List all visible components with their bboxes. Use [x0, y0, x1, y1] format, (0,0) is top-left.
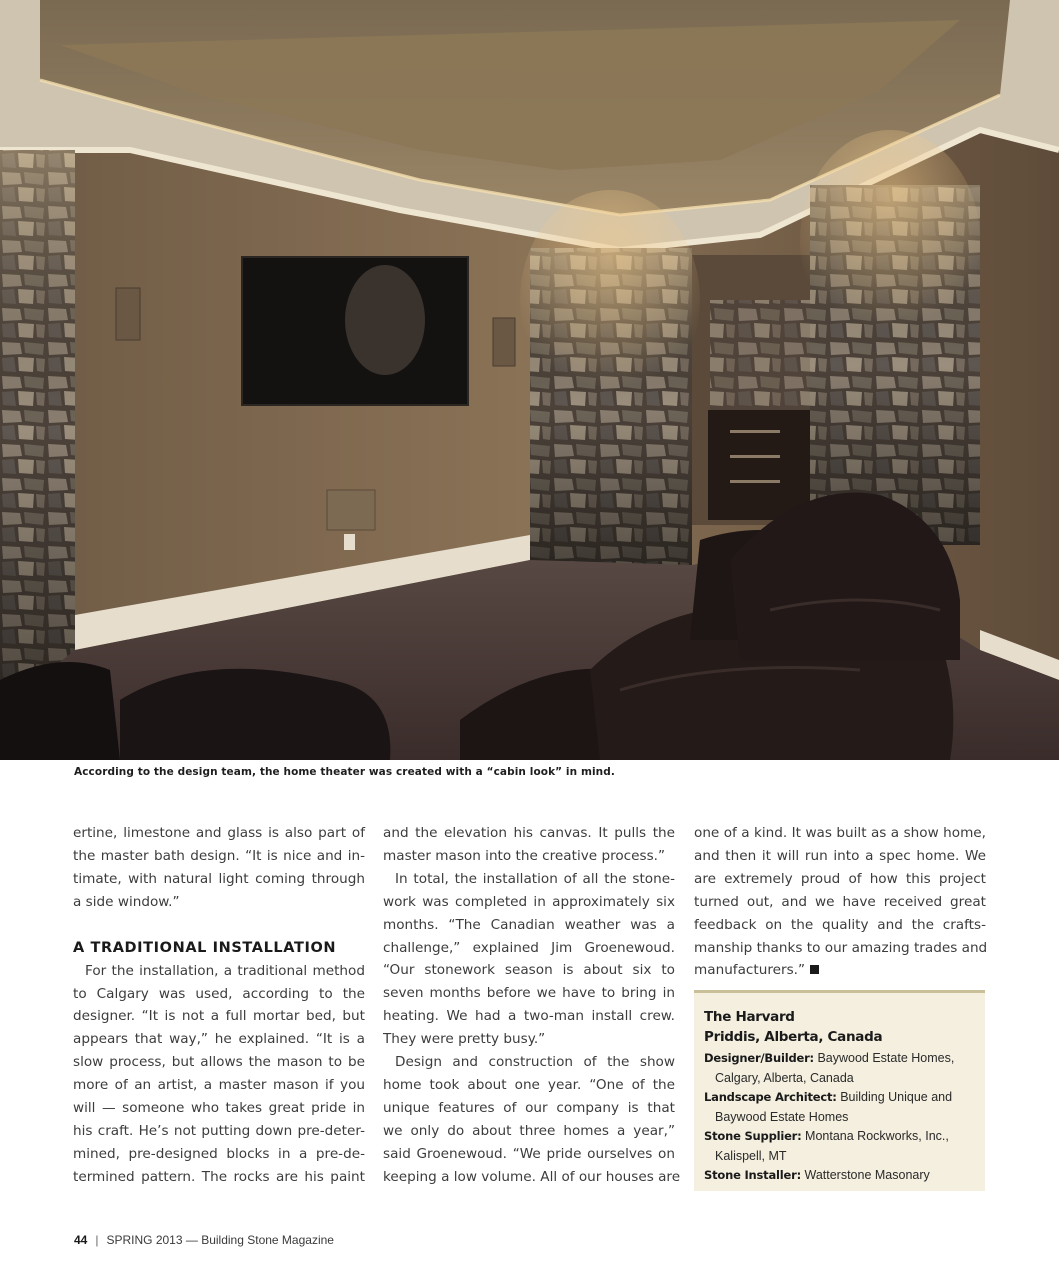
text-line: ertine, limestone and glass is also part of: [73, 825, 365, 841]
text-line: seven months before we have to bring in: [383, 985, 675, 1002]
landscape-value: Building Unique and: [840, 1090, 953, 1104]
paragraph: [383, 868, 675, 1051]
project-name: The Harvard: [704, 1009, 795, 1025]
text-line: [694, 959, 986, 982]
text-line: termined pattern. The rocks are his paint: [73, 1168, 365, 1185]
designer-label: Designer/Builder:: [704, 1051, 814, 1065]
supplier-label: Stone Supplier:: [704, 1129, 802, 1143]
text-line: They were pretty busy.”: [383, 1031, 546, 1048]
publication-name: — Building Stone Magazine: [185, 1233, 334, 1247]
text-line: and the elevation his canvas. It pulls the: [383, 825, 675, 841]
text-line: the master bath design. “It is nice and in-: [73, 847, 365, 864]
paragraph: [73, 822, 365, 914]
text-line: will — someone who takes great pride in: [73, 1100, 365, 1117]
page-footer: [74, 1233, 334, 1247]
text-line: his craft. He’s not putting down pre-deter-: [73, 1122, 365, 1139]
designer-value: Baywood Estate Homes,: [817, 1051, 955, 1065]
text-line-content: manufacturers.”: [694, 962, 806, 979]
text-line: mined, pre-designed blocks in a pre-de-: [73, 1145, 365, 1162]
text-line: unique features of our company is that: [383, 1099, 675, 1116]
text-line: For the installation, a traditional method: [85, 962, 365, 979]
installer-row: [704, 1166, 975, 1186]
text-line: and then it will run into a spec home. We: [694, 847, 986, 864]
landscape-value-line2: Baywood Estate Homes: [715, 1109, 849, 1124]
text-line: manship thanks to our amazing trades and: [694, 939, 988, 956]
project-location: Priddis, Alberta, Canada: [704, 1029, 883, 1045]
text-line: In total, the installation of all the stone-: [395, 870, 675, 887]
supplier-value-line2: Kalispell, MT: [715, 1148, 787, 1163]
text-line: more of an artist, a master mason if you: [73, 1077, 365, 1094]
project-info-box: [694, 990, 985, 1191]
text-line: home took about one year. “One of the: [383, 1076, 675, 1093]
text-line: feedback on the quality and the crafts-: [694, 916, 986, 933]
paragraph: [73, 960, 365, 1189]
text-line: challenge,” explained Jim Groenewoud.: [383, 939, 675, 956]
footer-separator: |: [95, 1233, 99, 1247]
text-line: we only do about three homes a year,”: [383, 1122, 675, 1139]
paragraph: [383, 822, 675, 868]
article-column-1: [73, 822, 365, 1189]
designer-row: [704, 1049, 975, 1069]
text-line: a side window.”: [73, 893, 180, 910]
end-of-article-icon: [810, 965, 819, 974]
installer-value: Watterstone Masonary: [804, 1168, 930, 1182]
supplier-row: [704, 1127, 975, 1147]
text-line: heating. We had a two-man install crew.: [383, 1008, 675, 1025]
text-line: keeping a low volume. All of our houses are: [383, 1168, 681, 1185]
text-line: timate, with natural light coming through: [73, 870, 365, 887]
article-column-3: [694, 822, 986, 982]
landscape-row: [704, 1088, 975, 1108]
section-heading: A TRADITIONAL INSTALLATION: [73, 939, 337, 956]
supplier-value: Montana Rockworks, Inc.,: [805, 1129, 949, 1143]
photo-caption: According to the design team, the home theater was created with a “cabin look” in mind.: [74, 766, 615, 778]
text-line: master mason into the creative process.”: [383, 847, 666, 864]
page-number: 44: [74, 1233, 88, 1247]
paragraph: [383, 1051, 681, 1188]
text-line: work was completed in approximately six: [383, 893, 675, 910]
text-line: Design and construction of the show: [395, 1054, 675, 1071]
text-line: months. “The Canadian weather was a: [383, 916, 675, 933]
paragraph: [694, 822, 986, 982]
issue-label: SPRING 2013: [106, 1233, 183, 1247]
text-line: appears that way,” he explained. “It is a: [73, 1031, 365, 1048]
text-line: one of a kind. It was built as a show home,: [694, 825, 986, 841]
text-line: are extremely proud of how this project: [694, 870, 986, 887]
text-line: said Groenewoud. “We pride ourselves on: [383, 1145, 675, 1162]
text-line: slow process, but allows the mason to be: [73, 1054, 365, 1071]
landscape-label: Landscape Architect:: [704, 1090, 837, 1104]
text-line: to Calgary was used, according to the: [73, 985, 365, 1002]
text-line: “Our stonework season is about six to: [383, 962, 675, 979]
text-line: designer. “It is not a full mortar bed, but: [73, 1008, 365, 1025]
article-column-2: [383, 822, 681, 1189]
text-line: turned out, and we have received great: [694, 893, 986, 910]
designer-value-line2: Calgary, Alberta, Canada: [715, 1070, 854, 1085]
installer-label: Stone Installer:: [704, 1168, 801, 1182]
